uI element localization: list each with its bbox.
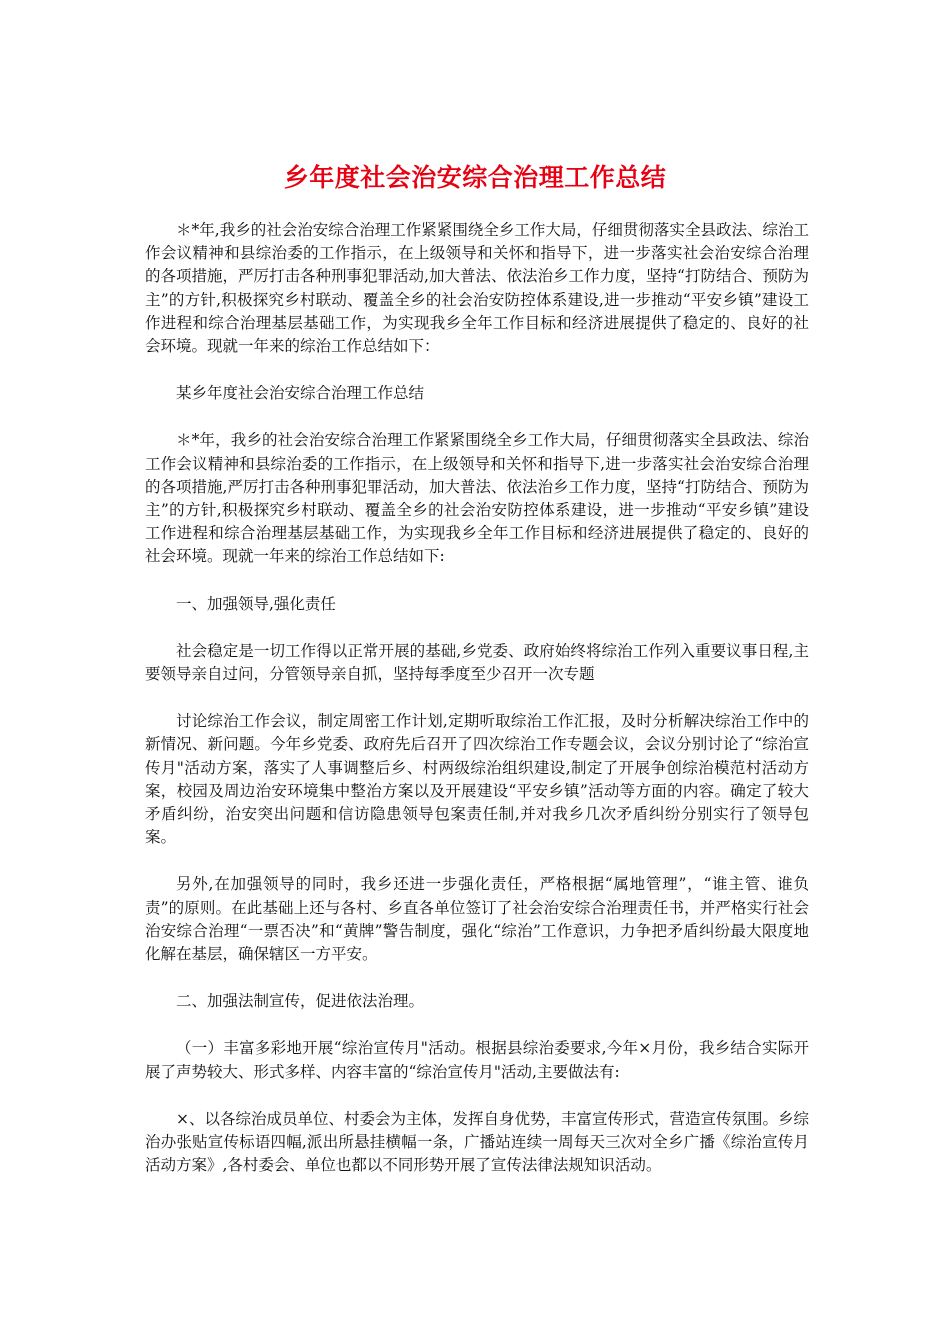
paragraph-campaign-detail: ×、以各综治成员单位、村委会为主体，发挥自身优势，丰富宣传形式，营造宣传氛围。乡综治办张贴宣传标语四幅,派出所悬挂横幅一条，广播站连续一周每天三次对全乡广播《综治宣传月活动方案》,各村委会、单位也都以不同形势开展了宣传法律法规知识活动。: [145, 1109, 809, 1175]
document-title: 乡年度社会治安综合治理工作总结: [283, 163, 667, 192]
paragraph-campaign: （一）丰富多彩地开展“综治宣传月"活动。根据县综治委要求,今年×月份，我乡结合实际开展了声势较大、形式多样、内容丰富的“综治宣传月"活动,主要做法有:: [145, 1039, 809, 1081]
section-heading-1: 一、加强领导,强化责任: [176, 594, 336, 613]
paragraph-subtitle: 某乡年度社会治安综合治理工作总结: [176, 384, 425, 403]
paragraph-intro: ＊*年,我乡的社会治安综合治理工作紧紧围绕全乡工作大局，仔细贯彻落实全县政法、综治工作会议精神和县综治委的工作指示，在上级领导和关怀和指导下，进一步落实社会治安综合治理的各项措施，严厉打击各种刑事犯罪活动,加大普法、依法治乡工作力度，坚持“打防结合、预防为主”的方针,积极探究乡村联动、覆盖全乡的社会治安防控体系建设,进一步推动“平安乡镇”建设工作进程和综合治理基层基础工作，为实现我乡全年工作目标和经济进展提供了稳定的、良好的社会环境。现就一年来的综治工作总结如下：: [145, 221, 809, 356]
paragraph-intro-repeat: ＊*年，我乡的社会治安综合治理工作紧紧围绕全乡工作大局，仔细贯彻落实全县政法、综治工作会议精神和县综治委的工作指示，在上级领导和关怀和指导下,进一步落实社会治安综合治理的各项措施,严厉打击各种刑事犯罪活动，加大普法、依法治乡工作力度，坚持“打防结合、预防为主”的方针,积极探究乡村联动、覆盖全乡的社会治安防控体系建设，进一步推动“平安乡镇”建设工作进程和综合治理基层基础工作，为实现我乡全年工作目标和经济进展提供了稳定的、良好的社会环境。现就一年来的综治工作总结如下:: [145, 431, 809, 566]
section-heading-2: 二、加强法制宣传，促进依法治理。: [176, 992, 425, 1011]
document-body: [145, 219, 809, 1202]
paragraph-meetings: 讨论综治工作会议，制定周密工作计划,定期听取综治工作汇报，及时分析解决综治工作中的新情况、新问题。今年乡党委、政府先后召开了四次综治工作专题会议，会议分别讨论了“综治宣传月"活动方案，落实了人事调整后乡、村两级综治组织建设,制定了开展争创综治模范村活动方案，校园及周边治安环境集中整治方案以及开展建设“平安乡镇”活动等方面的内容。确定了较大矛盾纠纷，治安突出问题和信访隐患领导包案责任制,并对我乡几次矛盾纠纷分别实行了领导包案。: [145, 712, 809, 847]
paragraph-responsibility: 另外,在加强领导的同时，我乡还进一步强化责任，严格根据“属地管理”，“谁主管、谁负责”的原则。在此基础上还与各村、乡直各单位签订了社会治安综合治理责任书，并严格实行社会治安综合治理“一票否决”和“黄牌”警告制度，强化“综治”工作意识，力争把矛盾纠纷最大限度地化解在基层，确保辖区一方平安。: [145, 875, 809, 964]
paragraph-stability: 社会稳定是一切工作得以正常开展的基础,乡党委、政府始终将综治工作列入重要议事日程,主要领导亲自过问，分管领导亲自抓，坚持每季度至少召开一次专题: [145, 641, 809, 684]
